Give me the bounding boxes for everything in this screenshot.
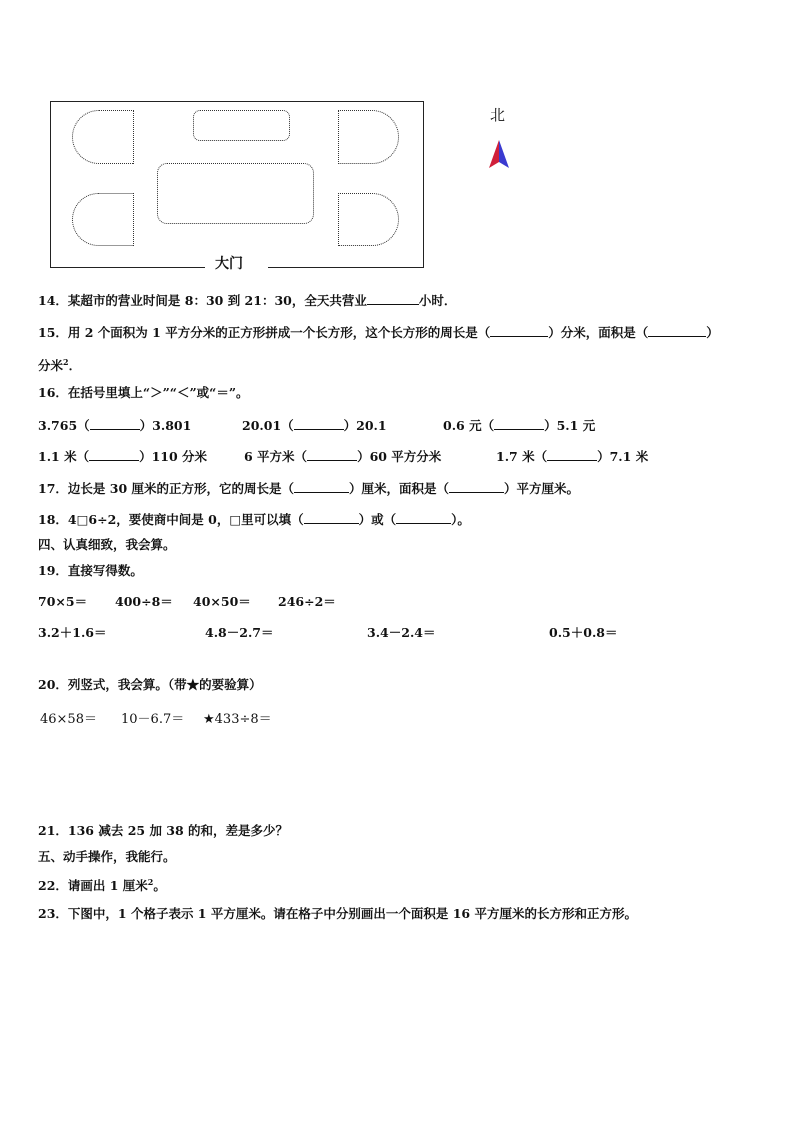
q16-r2-c3-blank[interactable] [547, 448, 597, 461]
q16-r2-c2 [244, 448, 441, 465]
q16-r1-c1-right: ）3.801 [139, 418, 192, 433]
q16-r1-c2-left: 20.01（ [242, 418, 294, 433]
q16-r1-c1-left: 3.765（ [38, 418, 90, 433]
area-bottom-right [338, 193, 399, 246]
q18-blank-2[interactable] [396, 511, 451, 524]
q16-r2-c1-blank[interactable] [89, 448, 139, 461]
q14-text-a: 14．某超市的营业时间是 8：30 到 21：30，全天共营业 [38, 293, 367, 308]
area-top-left [72, 110, 134, 164]
q16-r2-c3 [496, 448, 648, 465]
q19-title: 19．直接写得数。 [38, 563, 143, 578]
section-5-title: 五、动手操作，我能行。 [38, 849, 176, 864]
area-center [157, 163, 314, 224]
q16-r1-c2 [242, 417, 387, 434]
question-22 [38, 874, 166, 894]
q16-r2-c2-right: ）60 平方分米 [357, 449, 442, 464]
q14-blank[interactable] [367, 292, 419, 305]
gate-label: 大门 [215, 256, 243, 272]
q18-text-b: ）或（ [358, 512, 397, 527]
q15-blank-2[interactable] [648, 324, 706, 337]
q17-blank-2[interactable] [449, 480, 504, 493]
q22-end: 。 [153, 878, 166, 894]
section-4-title: 四、认真细致，我会算。 [38, 537, 176, 552]
q19-r2-3: 3.4－2.4＝ [367, 625, 436, 640]
q16-r2-c1 [38, 448, 207, 465]
q19-r1-3: 40×50＝ [193, 594, 251, 609]
q15-sup: 2 [63, 357, 69, 367]
q15-line2-end: ． [68, 358, 82, 374]
question-17 [38, 480, 579, 497]
q20-item-1: 46×58＝ [40, 712, 97, 727]
q17-blank-1[interactable] [294, 480, 349, 493]
q18-text-c: ）。 [451, 512, 470, 527]
q16-title: 16．在括号里填上“＞”“＜”或“＝”。 [38, 385, 249, 400]
q18-text-a: 18．4□6÷2，要使商中间是 0，□里可以填（ [38, 512, 304, 527]
q17-text-b: ）厘米，面积是（ [349, 481, 450, 496]
question-21: 21．136 减去 25 加 38 的和，差是多少？ [38, 823, 289, 838]
q20-title: 20．列竖式，我会算。（带★的要验算） [38, 677, 262, 692]
q17-text-a: 17．边长是 30 厘米的正方形，它的周长是（ [38, 481, 294, 496]
q16-r1-c1 [38, 417, 191, 434]
question-14 [38, 292, 456, 309]
q18-blank-1[interactable] [304, 511, 359, 524]
q15-blank-1[interactable] [490, 324, 548, 337]
q16-r1-c3-left: 0.6 元（ [443, 418, 495, 433]
q16-r1-c2-blank[interactable] [294, 417, 344, 430]
area-top-right [338, 110, 399, 164]
q15-line2: 分米 [38, 358, 64, 374]
q20-item-2: 10－6.7＝ [121, 712, 185, 727]
q16-r2-c2-left: 6 平方米（ [244, 449, 308, 464]
q16-r1-c2-right: ）20.1 [343, 418, 387, 433]
q16-r1-c1-blank[interactable] [90, 417, 140, 430]
question-15-line2 [38, 354, 81, 374]
q16-r1-c3 [443, 417, 595, 434]
q16-r1-c3-right: ）5.1 元 [544, 418, 596, 433]
q16-r2-c1-left: 1.1 米（ [38, 449, 90, 464]
q19-r1-1: 70×5＝ [38, 594, 88, 609]
q16-r2-c1-right: ）110 分米 [139, 449, 208, 464]
q19-r1-2: 400÷8＝ [115, 594, 173, 609]
q19-r2-1: 3.2＋1.6＝ [38, 625, 107, 640]
q15-text-b: ）分米，面积是（ [548, 325, 649, 340]
q15-text-a: 15．用 2 个面积为 1 平方分米的正方形拼成一个长方形，这个长方形的周长是（ [38, 325, 491, 340]
q20-item-3: ★433÷8＝ [203, 712, 272, 727]
q15-text-c: ） [706, 325, 719, 340]
q19-r2-2: 4.8－2.7＝ [205, 625, 274, 640]
map-bottom-line-right [268, 267, 423, 268]
q19-r2-4: 0.5＋0.8＝ [549, 625, 618, 640]
question-23: 23．下图中，1 个格子表示 1 平方厘米。请在格子中分别画出一个面积是 16 平方厘米的长方形和正方形。 [38, 906, 637, 921]
question-18 [38, 511, 470, 528]
q17-text-c: ）平方厘米。 [504, 481, 580, 496]
q16-r2-c3-right: ）7.1 米 [597, 449, 649, 464]
q14-text-b: 小时． [418, 293, 457, 308]
north-label: 北 [490, 106, 506, 124]
q19-r1-4: 246÷2＝ [278, 594, 336, 609]
q16-r2-c3-left: 1.7 米（ [496, 449, 548, 464]
q16-r2-c2-blank[interactable] [307, 448, 357, 461]
q22-text: 22．请画出 1 厘米 [38, 878, 148, 894]
area-bottom-left [72, 193, 134, 246]
q16-r1-c3-blank[interactable] [494, 417, 544, 430]
question-15 [38, 324, 719, 341]
north-arrow-icon [488, 138, 512, 170]
q22-sup: 2 [147, 877, 154, 887]
map-bottom-line-left [50, 267, 205, 268]
area-top-middle [193, 110, 290, 141]
